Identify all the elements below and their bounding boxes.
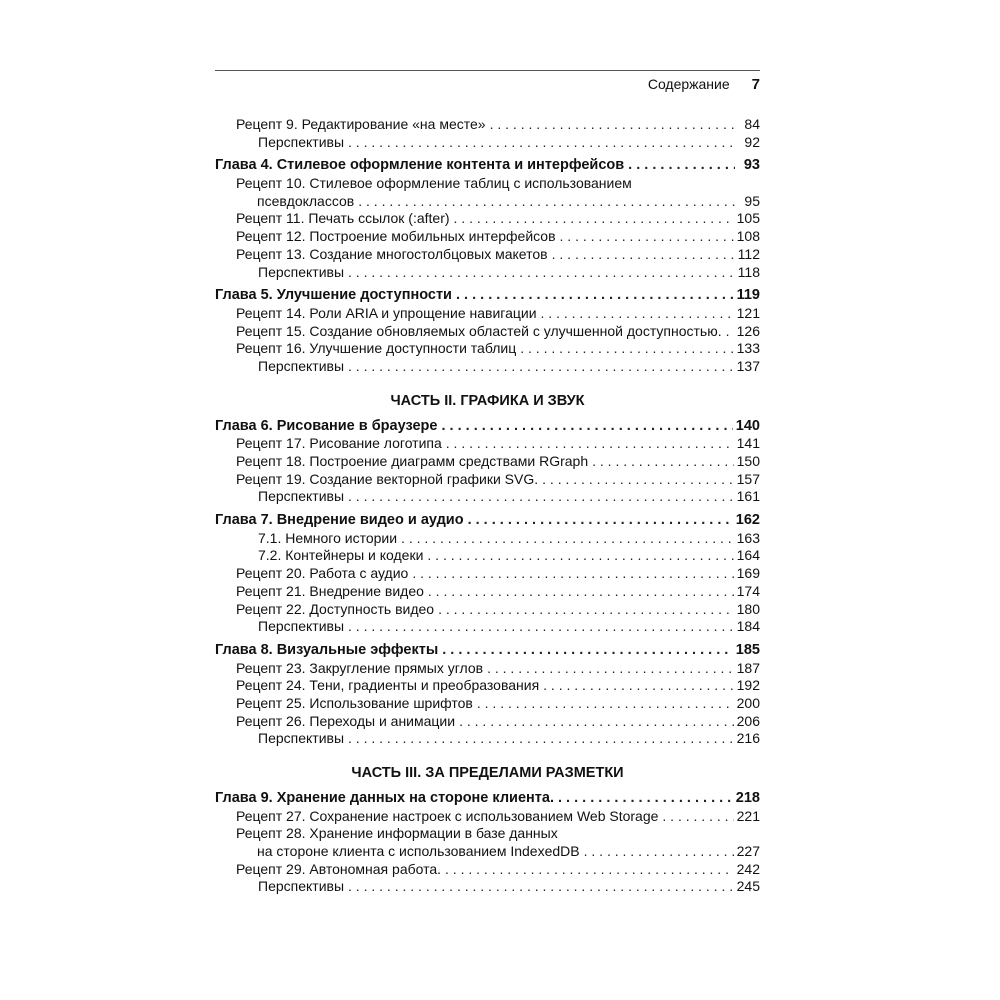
leader-dots — [445, 861, 734, 879]
toc-entry[interactable] — [215, 453, 760, 471]
toc-entry-label: Рецепт 25. Использование шрифтов — [236, 694, 473, 711]
leader-dots — [358, 193, 735, 211]
leader-dots — [558, 790, 733, 808]
leader-dots — [543, 677, 733, 695]
toc-entry-label: Рецепт 19. Создание векторной графики SVG. — [236, 470, 539, 487]
leader-dots — [726, 323, 734, 341]
toc-entry-page: 164 — [736, 547, 760, 564]
leader-dots — [446, 435, 734, 453]
leader-dots — [542, 471, 734, 489]
toc-chapter[interactable] — [215, 790, 760, 808]
toc-entry-label: Глава 6. Рисование в браузере — [215, 417, 438, 434]
toc-entry[interactable] — [215, 547, 760, 565]
leader-dots — [348, 264, 735, 282]
part-heading: ЧАСТЬ III. ЗА ПРЕДЕЛАМИ РАЗМЕТКИ — [351, 765, 624, 781]
toc-entry-page: 169 — [736, 565, 760, 582]
toc-entry-label: Рецепт 22. Доступность видео — [236, 600, 435, 617]
leader-dots — [348, 358, 734, 376]
toc-entry[interactable] — [215, 677, 760, 695]
leader-dots — [628, 157, 735, 175]
toc-entry-label: Рецепт 16. Улучшение доступности таблиц — [236, 340, 517, 357]
toc-entry-page: 95 — [744, 192, 760, 209]
toc-entry-label: Перспективы — [258, 488, 345, 505]
toc-entry[interactable] — [215, 435, 760, 453]
leader-dots — [441, 418, 732, 436]
leader-dots — [490, 116, 735, 134]
toc-entry[interactable] — [215, 601, 760, 619]
leader-dots — [428, 583, 734, 601]
toc-entry-page: 84 — [744, 116, 760, 132]
toc-entry-page: 157 — [736, 470, 760, 487]
toc-entry-label: Рецепт 11. Печать ссылок (:after) — [236, 210, 450, 227]
leader-dots — [348, 134, 735, 152]
toc-entry[interactable] — [215, 660, 760, 678]
toc-entry-page: 105 — [736, 210, 760, 227]
toc-entry-label: 7.1. Немного истории — [258, 529, 398, 546]
leader-dots — [427, 547, 733, 565]
toc-chapter[interactable] — [215, 157, 760, 175]
toc-entry-label: Рецепт 12. Построение мобильных интерфейсов — [236, 228, 556, 245]
toc-entry-page: 162 — [735, 512, 760, 529]
toc-entry-page: 185 — [735, 641, 760, 658]
toc-chapter[interactable] — [215, 287, 760, 305]
leader-dots — [520, 340, 733, 358]
toc-entry-label: Рецепт 13. Создание многостолбцовых макетов — [236, 245, 548, 262]
toc-entry[interactable] — [215, 471, 760, 489]
toc-entry[interactable] — [215, 713, 760, 731]
toc-entry-page: 180 — [736, 600, 760, 617]
toc-entry-label: Глава 7. Внедрение видео и аудио — [215, 512, 464, 529]
toc-entry-page: 126 — [736, 322, 760, 339]
toc-entry[interactable] — [215, 618, 760, 636]
toc-entry[interactable] — [215, 264, 760, 282]
toc-entry-label: Рецепт 14. Роли ARIA и упрощение навигации — [236, 304, 537, 321]
toc-entry-page: 242 — [736, 860, 760, 877]
toc-entry[interactable] — [215, 358, 760, 376]
toc-entry-page: 112 — [737, 245, 760, 262]
toc-entry[interactable] — [215, 488, 760, 506]
leader-dots — [459, 713, 734, 731]
toc-entry-label: Рецепт 9. Редактирование «на месте» — [236, 116, 486, 132]
leader-dots — [401, 530, 734, 548]
toc-entry-page: 137 — [736, 357, 760, 374]
toc-entry-page: 221 — [736, 807, 760, 824]
leader-dots — [477, 695, 734, 713]
toc-entry-label: Рецепт 20. Работа с аудио — [236, 565, 409, 582]
leader-dots — [438, 601, 734, 619]
toc-entry[interactable] — [215, 843, 760, 861]
toc-entry[interactable] — [215, 530, 760, 548]
toc-chapter[interactable] — [215, 418, 760, 436]
leader-dots — [348, 488, 734, 506]
toc-chapter[interactable] — [215, 512, 760, 530]
toc-entry-label: Глава 5. Улучшение доступности — [215, 287, 452, 304]
toc-entry-page: 140 — [735, 417, 760, 434]
part-heading: ЧАСТЬ II. ГРАФИКА И ЗВУК — [390, 392, 585, 409]
toc-entry-label: Глава 9. Хранение данных на стороне клиента. — [215, 790, 554, 806]
toc-entry[interactable] — [215, 861, 760, 879]
toc-entry-page: 174 — [736, 582, 760, 599]
running-header — [215, 76, 760, 102]
toc-entry-page: 245 — [736, 878, 760, 895]
toc-entry[interactable] — [215, 565, 760, 583]
leader-dots — [456, 287, 734, 305]
toc-entry-page: 200 — [736, 694, 760, 711]
toc-entry[interactable] — [215, 340, 760, 358]
leader-dots — [348, 730, 734, 748]
toc-entry-page: 161 — [736, 488, 760, 505]
leader-dots — [348, 878, 734, 896]
toc-entry-page: 206 — [736, 712, 760, 729]
toc-entry[interactable] — [215, 228, 760, 246]
toc-entry[interactable] — [215, 210, 760, 228]
toc-entry-label: Перспективы — [258, 133, 345, 150]
toc-entry-page: 184 — [736, 618, 760, 635]
leader-dots — [584, 843, 734, 861]
toc-chapter[interactable] — [215, 642, 760, 660]
toc-entry-label: Рецепт 24. Тени, градиенты и преобразования — [236, 677, 540, 694]
leader-dots — [487, 660, 734, 678]
leader-dots — [468, 512, 733, 530]
toc-entry[interactable] — [215, 246, 760, 264]
toc-entry-page: 141 — [736, 435, 760, 452]
book-page — [215, 70, 760, 896]
toc-entry-label: Рецепт 10. Стилевое оформление таблиц с использованием — [236, 175, 632, 192]
toc-entry[interactable] — [215, 583, 760, 601]
toc-entry[interactable] — [215, 808, 760, 826]
leader-dots — [592, 453, 734, 471]
toc-entry[interactable] — [215, 730, 760, 748]
toc-entry[interactable] — [215, 878, 760, 896]
toc-entry[interactable] — [215, 695, 760, 713]
toc-entry[interactable] — [215, 305, 760, 323]
leader-dots — [412, 565, 733, 583]
toc-entry-label: Рецепт 23. Закругление прямых углов — [236, 659, 484, 676]
toc-entry[interactable] — [215, 134, 760, 152]
toc-entry-page: 150 — [736, 453, 760, 469]
toc-entry-page: 108 — [736, 228, 760, 245]
toc-entry-page: 118 — [737, 263, 760, 280]
toc-entry-page: 187 — [736, 659, 760, 676]
toc-entry-label: 7.2. Контейнеры и кодеки — [258, 547, 424, 564]
toc-entry-label: Перспективы — [258, 263, 345, 280]
toc-entry-label: Рецепт 21. Внедрение видео — [236, 582, 424, 599]
toc-entry-label: Перспективы — [258, 730, 345, 747]
page-number: 7 — [751, 76, 760, 93]
toc-entry-label: Рецепт 18. Построение диаграмм средствами RGraph — [236, 453, 589, 469]
toc-entry-page: 121 — [736, 304, 760, 321]
toc-entry-page: 92 — [744, 133, 760, 150]
leader-dots — [552, 246, 735, 264]
toc-entry-page: 93 — [743, 157, 760, 174]
toc-entry[interactable] — [215, 193, 760, 211]
toc-entry-label: Глава 8. Визуальные эффекты — [215, 641, 439, 658]
toc-entry-label: на стороне клиента с использованием IndexedDB — [257, 843, 580, 860]
toc-entry-page: 119 — [736, 287, 760, 304]
toc-entry[interactable] — [215, 116, 760, 134]
toc-entry-label: Рецепт 17. Рисование логотипа — [236, 435, 442, 452]
toc-entry-label: Перспективы — [258, 357, 345, 374]
toc-entry[interactable] — [215, 825, 760, 843]
leader-dots — [454, 210, 734, 228]
leader-dots — [662, 808, 733, 826]
toc-entry[interactable] — [215, 175, 760, 193]
toc-entry-label: Рецепт 26. Переходы и анимации — [236, 712, 456, 729]
leader-dots — [541, 305, 734, 323]
toc-entry-label: Перспективы — [258, 878, 345, 895]
leader-dots — [348, 618, 734, 636]
toc-entry-page: 218 — [735, 790, 760, 806]
toc-entry-label: Глава 4. Стилевое оформление контента и интерфейсов — [215, 157, 625, 174]
toc-entry-label: псевдоклассов — [257, 192, 355, 209]
toc-entry-label: Рецепт 27. Сохранение настроек с использованием Web Storage — [236, 807, 659, 824]
toc-entry-label: Рецепт 29. Автономная работа. — [236, 860, 442, 877]
toc-entry[interactable] — [215, 323, 760, 341]
toc-entry-page: 192 — [736, 677, 760, 694]
running-header-title: Содержание — [647, 76, 730, 92]
header-rule — [215, 70, 760, 71]
toc-entry-label: Рецепт 15. Создание обновляемых областей с улучшенной доступностью. — [236, 322, 722, 339]
toc-entry-page: 133 — [736, 340, 760, 357]
leader-dots — [560, 228, 734, 246]
table-of-contents — [215, 116, 760, 896]
toc-entry-page: 163 — [736, 529, 760, 546]
toc-entry-page: 216 — [736, 730, 760, 747]
toc-entry-label: Перспективы — [258, 618, 345, 635]
toc-entry-label: Рецепт 28. Хранение информации в базе данных — [236, 825, 558, 842]
leader-dots — [442, 642, 733, 660]
toc-entry-page: 227 — [736, 843, 760, 860]
